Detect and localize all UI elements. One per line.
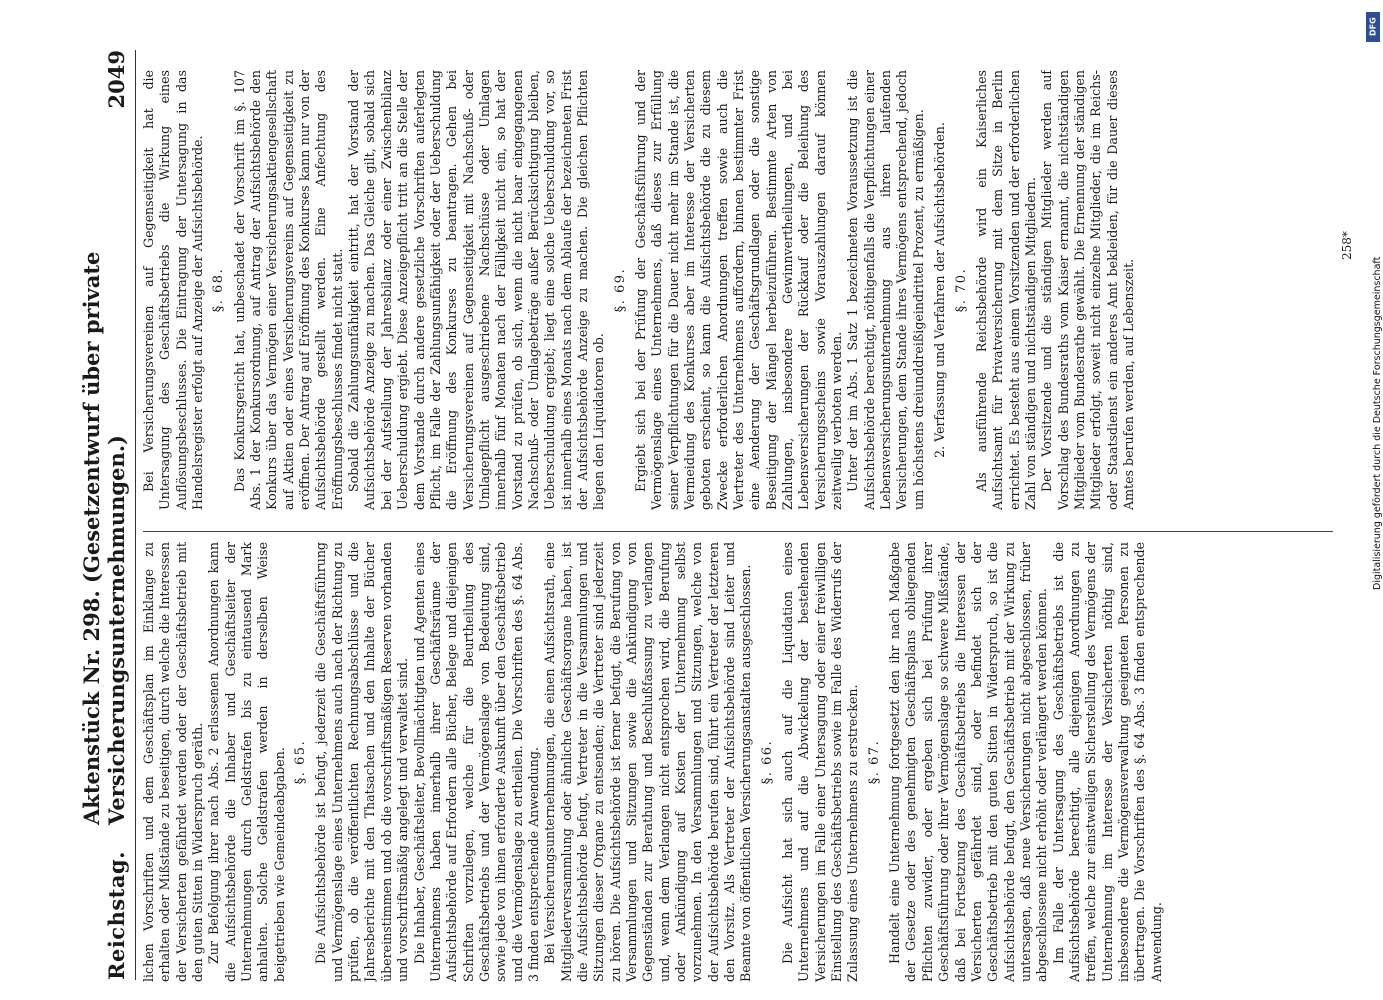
column-divider (143, 531, 1333, 532)
paragraph: Sobald die Zahlungsunfähigkeit eintritt, hat der Vorstand der Aufsichtsbehörde Anzeige zu machen. Das Gleiche gilt, sobald sich bei der Aufstellung der Jahresbilanz oder einer Zwischenbilanz Ueberschuldung ergiebt. Diese Anzeigepflicht tritt an die Stelle der dem Vorstande durch andere gesetzliche Vorschriften auferlegten Pflicht, im Falle der Zahlungsunfähigkeit oder der Ueberschuldung die Eröffnung des Konkurses zu beantragen. Gehen bei Versicherungsvereinen auf Gegenseitigkeit mit Nachschuß- oder Umlagepflicht ausgeschriebene Nachschüsse oder Umlagen innerhalb fünf Monaten nach der Fälligkeit nicht ein, so hat der Vorstand zu prüfen, ob sich, wenn die nicht baar eingegangenen Nachschuß- oder Umlagebeträge außer Berücksichtigung bleiben, Ueberschuldung ergiebt; liegt eine solche Ueberschuldung vor, so ist innerhalb eines Monats nach dem Ablaufe der bezeichneten Frist der Aufsichtsbehörde Anzeige zu machen. Die gleichen Pflichten liegen den Liquidatoren ob. (346, 70, 607, 510)
paragraph: Bei Versicherungsvereinen auf Gegenseitigkeit hat die Untersagung des Geschäftsbetriebs die Wirkung eines Auflösungsbeschlusses. Die Eintragung der Untersagung in das Handelsregister erfolgt auf Anzeige der Aufsichtsbehörde. (141, 70, 206, 510)
paragraph: lichen Vorschriften und dem Geschäftsplan im Einklange zu erhalten oder Mißstände zu beseitigen, durch welche die Interessen der Versicherten gefährdet werden oder der Geschäftsbetrieb mit den guten Sitten in Widerspruch geräth. (141, 542, 206, 982)
signature-mark: 258* (1340, 231, 1354, 260)
paragraph: Das Konkursgericht hat, unbeschadet der Vorschrift im §. 107 Abs. 1 der Konkursordnung, auf Antrag der Aufsichtsbehörde den Konkurs über das Vermögen einer Versicherungsaktiengesellschaft auf Aktien oder eines Versicherungsvereins auf Gegenseitigkeit zu eröffnen. Der Antrag auf Eröffnung des Konkurses kann nur von der Aufsichtsbehörde gestellt werden. Eine Anfechtung des Eröffnungsbeschlusses findet nicht statt. (231, 70, 345, 510)
section-heading-66: §. 66. (759, 739, 775, 785)
subsection-heading: 2. Verfassung und Verfahren der Aufsichtsbehörden. (932, 122, 948, 458)
paragraph: Im Falle der Untersagung des Geschäftsbetriebs ist die Aufsichtsbehörde berechtigt, alle diejenigen Anordnungen zu treffen, welche zur einstweiligen Sicherstellung des Vermögens der Unternehmung im Interesse der Versicherten nöthig sind, insbesondere die Vermögensverwaltung geeigneten Personen zu übertragen. Die Vorschriften des §. 64 Abs. 3 finden entsprechende Anwendung. (1050, 542, 1164, 982)
section-heading-68: §. 68. (211, 267, 227, 313)
page-number: 2049 (104, 50, 129, 109)
paragraph: Der Vorsitzende und die ständigen Mitglieder werden auf Vorschlag des Bundesraths vom Kaiser ernannt, die nichtständigen Mitglieder vom Bundesrathe gewählt. Die Ernennung der ständigen Mitglieder erfolgt, soweit nicht einzelne Mitglieder, die im Reichs- oder Staatsdienst ein anderes Amt bekleiden, für die Dauer dieses Amtes berufen werden, auf Lebenszeit. (1039, 70, 1136, 510)
paragraph: Die Inhaber, Geschäftsleiter, Bevollmächtigten und Agenten eines Unternehmens haben innerhalb ihrer Geschäftsräume der Aufsichtsbehörde auf Erfordern alle Bücher, Belege und diejenigen Schriften vorzulegen, welche für die Beurtheilung des Geschäftsbetriebs und der Vermögenslage von Bedeutung sind, sowie jede von ihnen erforderte Auskunft über den Geschäftsbetrieb und die Vermögenslage zu ertheilen. Die Vorschriften des §. 64 Abs. 3 finden entsprechende Anwendung. (411, 542, 541, 982)
document-page (79, 20, 1365, 1000)
dfg-logo: DFG (1366, 12, 1380, 42)
dfg-credit: Digitalisierung gefördert durch die Deutsche Forschungsgemeinschaft (1372, 256, 1383, 590)
paragraph: Die Aufsicht hat sich auch auf die Liquidation eines Unternehmens und auf die Abwickelung der bestehenden Versicherungen im Falle einer Untersagung oder einer freiwilligen Einstellung des Geschäftsbetriebs sowie im Falle des Widerrufs der Zulassung eines Unternehmens zu erstrecken. (780, 542, 861, 982)
paragraph: Handelt eine Unternehmung fortgesetzt den ihr nach Maßgabe der Gesetze oder des genehmigten Geschäftsplans obliegenden Pflichten zuwider, oder ergeben sich bei Prüfung ihrer Geschäftsführung oder ihrer Vermögenslage so schwere Mißstände, daß bei Fortsetzung des Geschäftsbetriebs die Interessen der Versicherten gefährdet sind, oder befindet sich der Geschäftsbetrieb mit den guten Sitten in Widerspruch, so ist die Aufsichtsbehörde befugt, den Geschäftsbetrieb mit der Wirkung zu untersagen, daß neue Versicherungen nicht abgeschlossen, früher abgeschlossene nicht erhöht oder verlängert werden können. (887, 542, 1050, 982)
section-heading-67: §. 67. (866, 739, 882, 785)
section-heading-69: §. 69. (612, 267, 628, 313)
paragraph: Als ausführende Reichsbehörde wird ein Kaiserliches Aufsichtsamt für Privatversicherung mit dem Sitze in Berlin errichtet. Es besteht aus einem Vorsitzenden und der erforderlichen Zahl von ständigen und nichtständigen Mitgliedern. (973, 70, 1038, 510)
page-header (79, 50, 136, 980)
paragraph: Unter der im Abs. 1 Satz 1 bezeichneten Voraussetzung ist die Aufsichtsbehörde berechtigt, nöthigenfalls die Verpflichtungen einer Lebensversicherungsunternehmung aus ihren laufenden Versicherungen, dem Stande ihres Vermögens entsprechend, jedoch um höchstens dreiunddreißigeindrittel Prozent, zu ermäßigen. (845, 70, 926, 510)
header-title: Aktenstück Nr. 298. (Gesetzentwurf über private Versicherungsunternehmungen.) (79, 251, 129, 826)
left-column (141, 542, 1336, 982)
paragraph: Zur Befolgung ihrer nach Abs. 2 erlassenen Anordnungen kann die Aufsichtsbehörde die Inhaber und Geschäftsleiter der Unternehmungen durch Geldstrafen bis zu eintausend Mark anhalten. Solche Geldstrafen werden in derselben Weise beigetrieben wie Gemeindeabgaben. (206, 542, 287, 982)
right-column (141, 70, 1336, 510)
section-heading-65: §. 65. (293, 739, 309, 785)
paragraph: Bei Versicherungsunternehmungen, die einen Aufsichtsrath, eine Mitgliederversammlung oder ähnliche Geschäftsorgane haben, ist die Aufsichtsbehörde befugt, Vertreter in die Versammlungen und Sitzungen dieser Organe zu entsenden; die Vertreter sind jederzeit zu hören. Die Aufsichtsbehörde ist ferner befugt, die Berufung von Versammlungen und Sitzungen sowie die Ankündigung von Gegenständen zur Berathung und Beschlußfassung zu verlangen und, wenn dem Verlangen nicht entsprochen wird, die Berufung oder Ankündigung auf Kosten der Unternehmung selbst vorzunehmen. In den Versammlungen und Sitzungen, welche von der Aufsichtsbehörde berufen sind, führt ein Vertreter der letzteren den Vorsitz. Als Vertreter der Aufsichtsbehörde sind Leiter und Beamte von öffentlichen Versicherungsanstalten ausgeschlossen. (542, 542, 754, 982)
header-reichstag: Reichstag. (104, 851, 129, 980)
paragraph: Die Aufsichtsbehörde ist befugt, jederzeit die Geschäftsführung und Vermögenslage eines Unternehmens auch nach der Richtung zu prüfen, ob die veröffentlichten Rechnungsabschlüsse und die Jahresberichte mit den Thatsachen und den Inhalte der Bücher übereinstimmen und ob die vorschriftsmäßigen Reserven vorhanden und vorschriftsmäßig angelegt und verwaltet sind. (313, 542, 411, 982)
section-heading-70: §. 70. (953, 267, 969, 313)
paragraph: Ergiebt sich bei der Prüfung der Geschäftsführung und der Vermögenslage eines Unternehmens, daß dieses zur Erfüllung seiner Verpflichtungen für die Dauer nicht mehr im Stande ist, die Vermeidung des Konkurses aber im Interesse der Versicherten geboten erscheint, so kann die Aufsichtsbehörde die zu diesem Zwecke erforderlichen Anordnungen treffen sowie auch die Vertreter des Unternehmens auffordern, binnen bestimmter Frist eine Aenderung der Geschäftsgrundlagen oder die sonstige Beseitigung der Mängel herbeizuführen. Bestimmte Arten von Zahlungen, insbesondere Gewinnvertheilungen, und bei Lebensversicherungen der Rückkauf oder die Beleihung des Versicherungsscheins sowie Vorauszahlungen darauf können zeitweilig verboten werden. (632, 70, 845, 510)
